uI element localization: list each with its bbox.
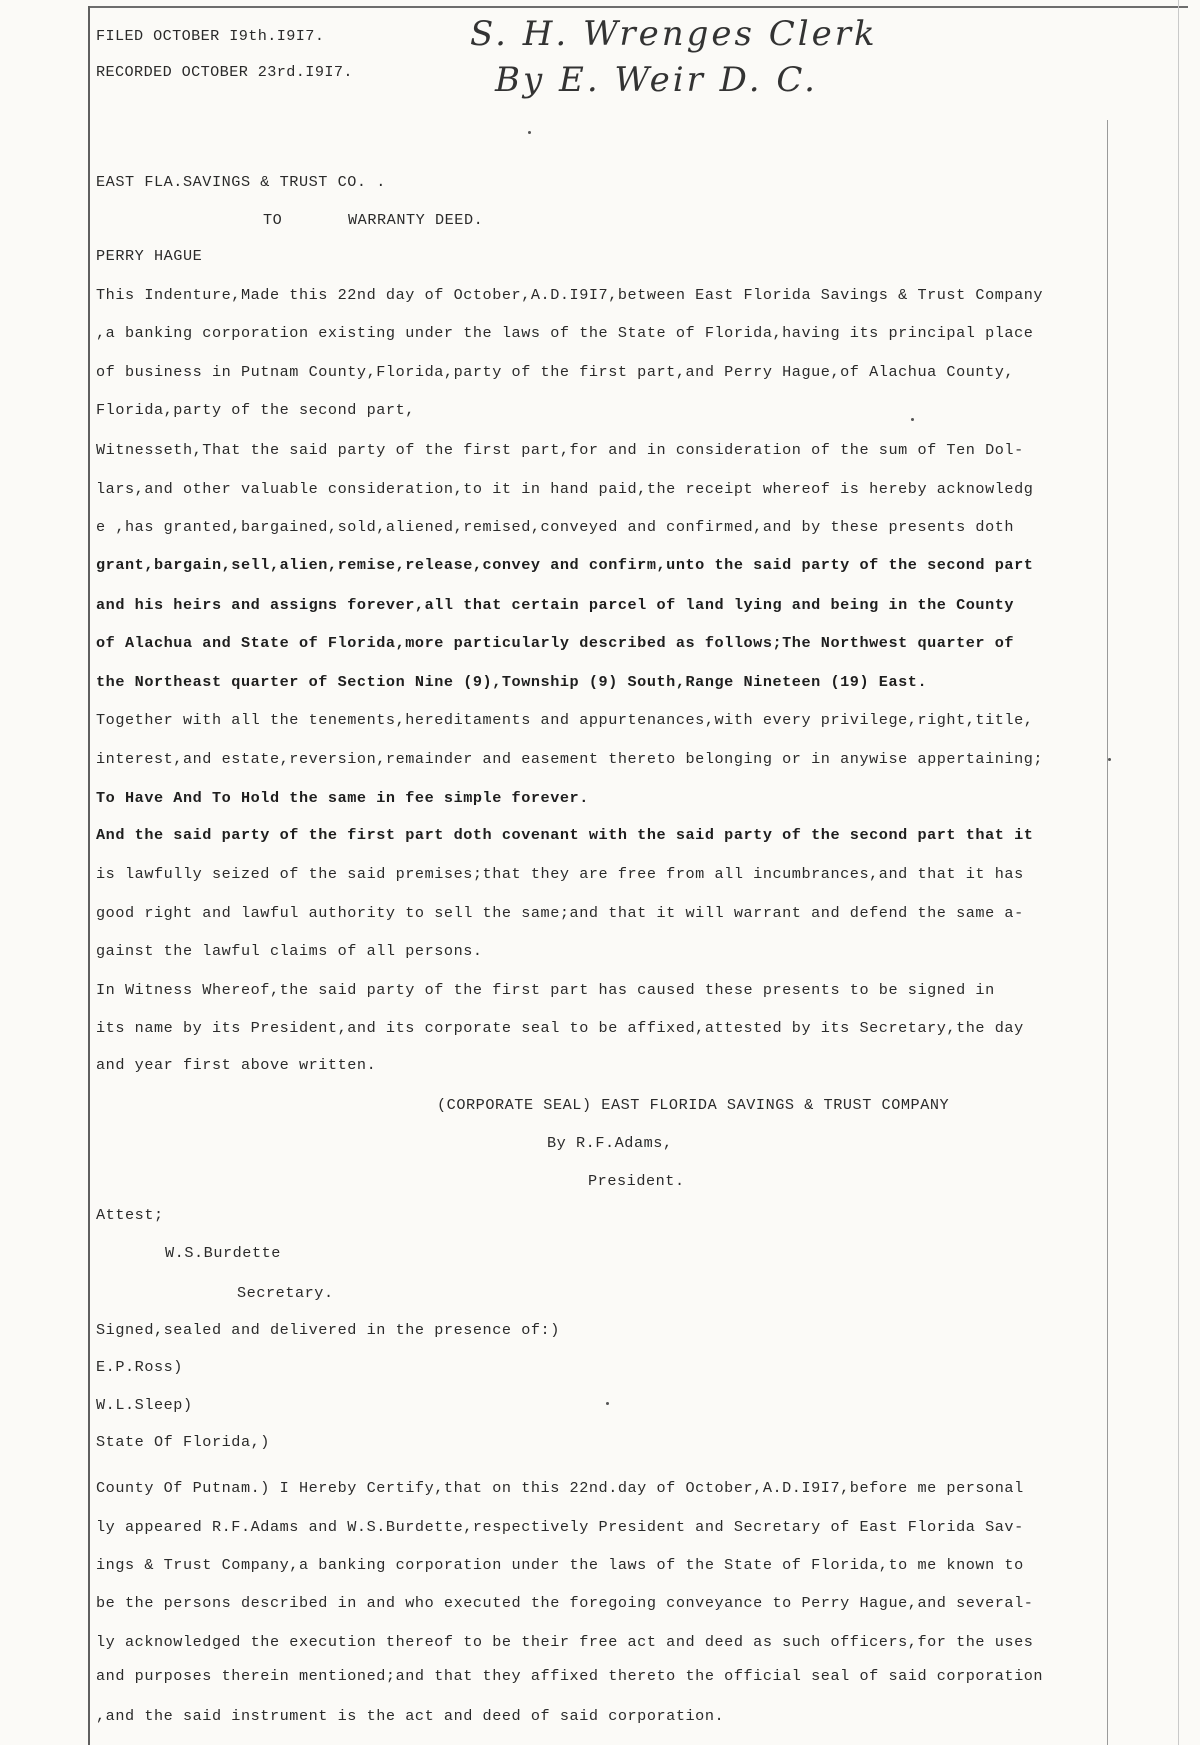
habendum-clause: To Have And To Hold the same in fee simple forever. (96, 789, 589, 807)
body-line: and his heirs and assigns forever,all that certain parcel of land lying and being in the County (96, 596, 1015, 614)
acknowledgment-line: ,and the said instrument is the act and deed of said corporation. (96, 1707, 725, 1725)
corporate-seal-line: (CORPORATE SEAL) EAST FLORIDA SAVINGS & TRUST COMPANY (437, 1096, 950, 1114)
venue-state: State Of Florida,) (96, 1433, 270, 1451)
testimonium-line: In Witness Whereof,the said party of the first part has caused these presents to be signed in (96, 981, 995, 999)
acknowledgment-line: County Of Putnam.) I Hereby Certify,that on this 22nd.day of October,A.D.I9I7,before me personal (96, 1479, 1024, 1497)
clerk-signature: S. H. Wrenges Clerk (470, 14, 878, 54)
body-line: of Alachua and State of Florida,more particularly described as follows;The Northwest quarter of (96, 634, 1015, 652)
body-line: grant,bargain,sell,alien,remise,release,convey and confirm,unto the said party of the second part (96, 556, 1034, 574)
attest-name: W.S.Burdette (165, 1244, 281, 1262)
covenant-line: good right and lawful authority to sell the same;and that it will warrant and defend the same a- (96, 904, 1024, 922)
to-label: TO (263, 211, 283, 229)
witness-name: W.L.Sleep) (96, 1396, 193, 1414)
scan-speck (528, 131, 531, 134)
covenant-line: is lawfully seized of the said premises;that they are free from all incumbrances,and that it has (96, 865, 1024, 883)
top-border (88, 6, 1188, 8)
acknowledgment-line: be the persons described in and who executed the foregoing conveyance to Perry Hague,and several- (96, 1594, 1034, 1612)
legal-description: the Northeast quarter of Section Nine (9),Township (9) South,Range Nineteen (19) East. (96, 673, 928, 691)
signer-name: By R.F.Adams, (547, 1134, 673, 1152)
testimonium-line: its name by its President,and its corporate seal to be affixed,attested by its Secretary,the day (96, 1019, 1024, 1037)
scan-speck (606, 1402, 609, 1405)
body-line: Together with all the tenements,hereditaments and appurtenances,with every privilege,right,title, (96, 711, 1034, 729)
left-margin-rule (88, 6, 90, 1745)
filed-date: FILED OCTOBER I9th.I9I7. (96, 27, 325, 45)
covenant-line: gainst the lawful claims of all persons. (96, 942, 483, 960)
page-edge (1178, 0, 1179, 1745)
attest-label: Attest; (96, 1206, 164, 1224)
acknowledgment-line: ly appeared R.F.Adams and W.S.Burdette,respectively President and Secretary of East Florida Sav- (96, 1518, 1024, 1536)
body-line: This Indenture,Made this 22nd day of October,A.D.I9I7,between East Florida Savings & Trust Company (96, 286, 1044, 304)
deputy-clerk-signature: By E. Weir D. C. (495, 60, 818, 100)
body-line: of business in Putnam County,Florida,party of the first part,and Perry Hague,of Alachua County, (96, 363, 1015, 381)
body-line: ,a banking corporation existing under the laws of the State of Florida,having its principal place (96, 324, 1034, 342)
body-line: interest,and estate,reversion,remainder and easement thereto belonging or in anywise appertaining; (96, 750, 1044, 768)
scan-speck (1108, 758, 1111, 761)
acknowledgment-line: ly acknowledged the execution thereof to be their free act and deed as such officers,for the uses (96, 1633, 1034, 1651)
grantor-name: EAST FLA.SAVINGS & TRUST CO. . (96, 173, 386, 191)
body-line: lars,and other valuable consideration,to it in hand paid,the receipt whereof is hereby acknowledg (96, 480, 1034, 498)
signer-title: President. (588, 1172, 685, 1190)
attest-title: Secretary. (237, 1284, 334, 1302)
witness-name: E.P.Ross) (96, 1358, 183, 1376)
instrument-type: WARRANTY DEED. (348, 211, 484, 229)
body-line: Witnesseth,That the said party of the first part,for and in consideration of the sum of Ten Dol- (96, 441, 1024, 459)
grantee-name: PERRY HAGUE (96, 247, 203, 265)
right-margin-rule (1107, 120, 1108, 1745)
scan-speck (911, 418, 914, 421)
acknowledgment-line: ings & Trust Company,a banking corporation under the laws of the State of Florida,to me known to (96, 1556, 1024, 1574)
acknowledgment-line: and purposes therein mentioned;and that they affixed thereto the official seal of said corporation (96, 1667, 1044, 1685)
witness-intro: Signed,sealed and delivered in the presence of:) (96, 1321, 560, 1339)
body-line: e ,has granted,bargained,sold,aliened,remised,conveyed and confirmed,and by these presents doth (96, 518, 1015, 536)
recorded-date: RECORDED OCTOBER 23rd.I9I7. (96, 63, 353, 81)
body-line: Florida,party of the second part, (96, 401, 415, 419)
covenant-line: And the said party of the first part doth covenant with the said party of the second part that it (96, 826, 1034, 844)
testimonium-line: and year first above written. (96, 1056, 377, 1074)
